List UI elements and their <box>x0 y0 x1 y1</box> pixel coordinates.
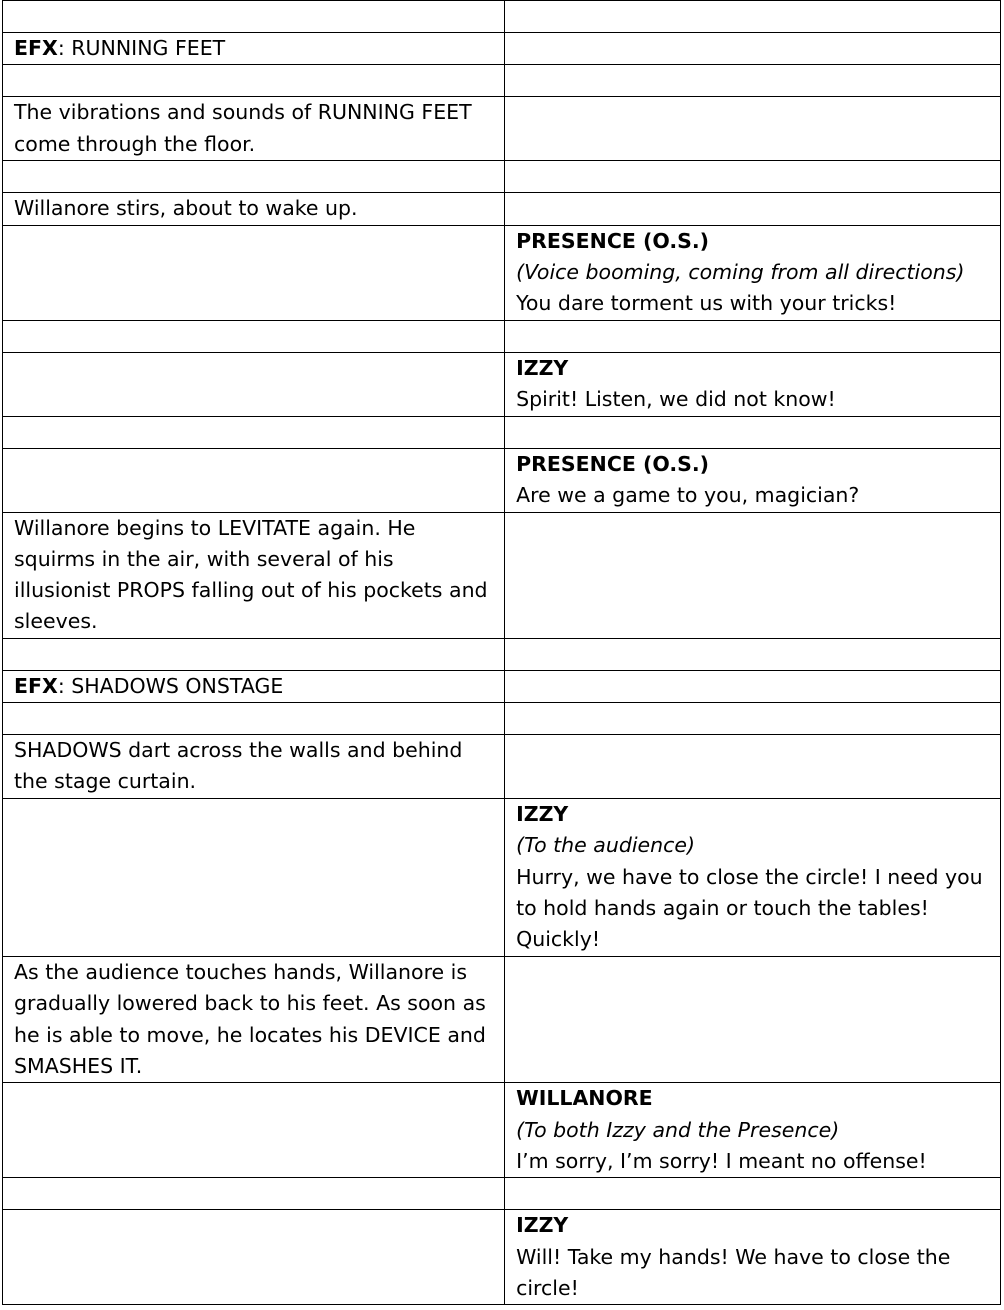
action-cell <box>3 1 505 33</box>
action-cell <box>3 448 505 512</box>
action-cell <box>3 225 505 320</box>
speaker-name: PRESENCE (O.S.) <box>516 451 710 476</box>
dialogue-cell <box>505 670 1001 702</box>
dialogue-cell <box>505 1083 1001 1178</box>
script-table <box>2 0 1001 1305</box>
table-row <box>3 193 1001 225</box>
action-cell <box>3 1210 505 1305</box>
efx-cell <box>3 670 505 702</box>
table-row <box>3 448 1001 512</box>
action-cell <box>3 416 505 448</box>
table-row <box>3 638 1001 670</box>
table-row <box>3 1083 1001 1178</box>
table-row <box>3 161 1001 193</box>
dialogue-cell <box>505 735 1001 799</box>
dialogue-cell <box>505 416 1001 448</box>
dialogue-line: You dare torment us with your tricks! <box>516 291 897 316</box>
dialogue-line: Will! Take my hands! We have to close the circle! <box>516 1244 951 1300</box>
table-row <box>3 65 1001 97</box>
efx-cell <box>3 33 505 65</box>
dialogue-cell <box>505 448 1001 512</box>
dialogue-cell <box>505 352 1001 416</box>
dialogue-line: Spirit! Listen, we did not know! <box>516 386 836 411</box>
action-text: Willanore stirs, about to wake up. <box>3 193 505 225</box>
dialogue-cell <box>505 320 1001 352</box>
dialogue-cell <box>505 33 1001 65</box>
table-row <box>3 1178 1001 1210</box>
speaker-name: PRESENCE (O.S.) <box>516 228 710 253</box>
dialogue-cell <box>505 1 1001 33</box>
table-row <box>3 352 1001 416</box>
dialogue-cell <box>505 638 1001 670</box>
speaker-name: IZZY <box>516 802 569 827</box>
table-row <box>3 799 1001 957</box>
dialogue-cell <box>505 703 1001 735</box>
speaker-name: IZZY <box>516 355 569 380</box>
action-cell <box>3 799 505 957</box>
efx-tag: EFX <box>14 36 58 60</box>
table-row <box>3 1210 1001 1305</box>
table-row <box>3 33 1001 65</box>
action-text: The vibrations and sounds of RUNNING FEET come through the floor. <box>3 97 505 161</box>
action-text: SHADOWS dart across the walls and behind the stage curtain. <box>3 735 505 799</box>
action-cell <box>3 65 505 97</box>
table-row <box>3 416 1001 448</box>
dialogue-line: Are we a game to you, magician? <box>516 482 860 507</box>
efx-tag: EFX <box>14 673 58 698</box>
dialogue-cell <box>505 97 1001 161</box>
stage-direction: (To both Izzy and the Presence) <box>516 1117 840 1142</box>
efx-text: : SHADOWS ONSTAGE <box>57 673 284 698</box>
table-row <box>3 735 1001 799</box>
dialogue-line: Hurry, we have to close the circle! I need you to hold hands again or touch the tables! Quickly! <box>516 864 983 952</box>
action-cell <box>3 1083 505 1178</box>
dialogue-cell <box>505 1178 1001 1210</box>
action-text: Willanore begins to LEVITATE again. He squirms in the air, with several of his illusionist PROPS falling out of his pockets and sleeves. <box>3 512 505 638</box>
efx-text: : RUNNING FEET <box>57 36 226 60</box>
dialogue-cell <box>505 161 1001 193</box>
dialogue-cell <box>505 957 1001 1083</box>
table-row <box>3 703 1001 735</box>
table-row <box>3 670 1001 702</box>
action-cell <box>3 320 505 352</box>
dialogue-cell <box>505 65 1001 97</box>
action-cell <box>3 638 505 670</box>
dialogue-cell <box>505 225 1001 320</box>
table-row <box>3 1 1001 33</box>
speaker-name: IZZY <box>516 1213 569 1238</box>
dialogue-cell <box>505 193 1001 225</box>
dialogue-line: I’m sorry, I’m sorry! I meant no offense! <box>516 1148 927 1173</box>
dialogue-cell <box>505 1210 1001 1305</box>
table-row <box>3 225 1001 320</box>
table-row <box>3 512 1001 638</box>
table-row <box>3 957 1001 1083</box>
action-cell <box>3 352 505 416</box>
action-cell <box>3 1178 505 1210</box>
table-row <box>3 97 1001 161</box>
stage-direction: (To the audience) <box>516 833 696 858</box>
table-row <box>3 320 1001 352</box>
action-cell <box>3 161 505 193</box>
stage-direction: (Voice booming, coming from all directions) <box>516 259 965 284</box>
action-cell <box>3 703 505 735</box>
dialogue-cell <box>505 512 1001 638</box>
action-text: As the audience touches hands, Willanore is gradually lowered back to his feet. As soon as he is able to move, he locates his DEVICE and SMASHES IT. <box>3 957 505 1083</box>
speaker-name: WILLANORE <box>516 1086 653 1111</box>
dialogue-cell <box>505 799 1001 957</box>
